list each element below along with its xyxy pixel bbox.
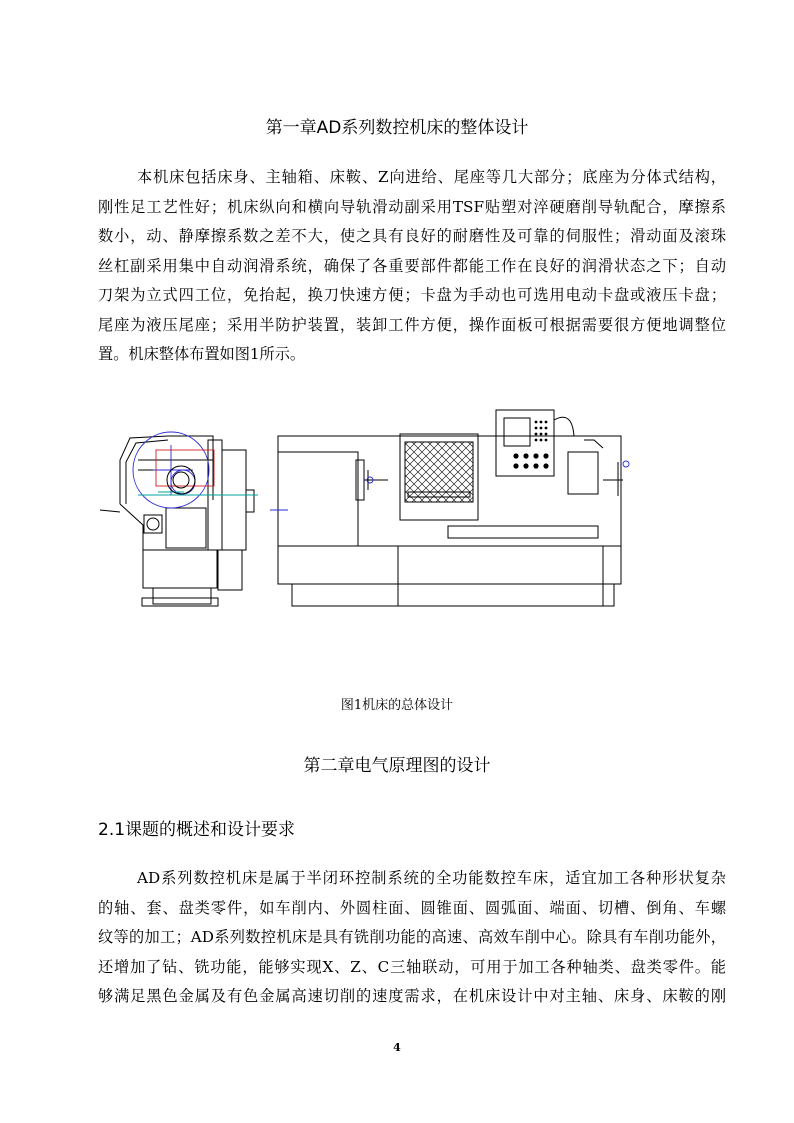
paragraph-line: 本机床包括床身、主轴箱、床鞍、Z向进给、尾座等几大部分；底座为分体式结构， [137, 168, 726, 186]
side-view [100, 436, 254, 606]
chapter1-title: 第一章AD系列数控机床的整体设计 [265, 118, 529, 138]
paragraph-line: 还增加了钻、铣功能，能够实现X、Z、C三轴联动，可用于加工各种轴类、盘类零件。能 [98, 957, 726, 976]
paragraph-line: 置。机床整体布置如图1所示。 [98, 345, 306, 363]
paragraph-line: 丝杠副采用集中自动润滑系统，确保了各重要部件都能工作在良好的润滑状态之下；自动 [98, 256, 726, 275]
paragraph-line: 刀架为立式四工位，免抬起，换刀快速方便；卡盘为手动也可选用电动卡盘或液压卡盘； [98, 286, 726, 304]
chapter1-paragraph [98, 163, 726, 370]
section-title: 2.1课题的概述和设计要求 [98, 820, 296, 840]
paragraph-line: 够满足黑色金属及有色金属高速切削的速度需求，在机床设计中对主轴、床身、床鞍的刚 [98, 987, 726, 1005]
paragraph-line: AD系列数控机床是属于半闭环控制系统的全功能数控车床，适宜加工各种形状复杂 [137, 869, 726, 887]
paragraph-line: 刚性足工艺性好；机床纵向和横向导轨滑动副采用TSF贴塑对淬硬磨削导轨配合，摩擦系 [98, 197, 726, 216]
paragraph-line: 的轴、套、盘类零件，如车削内、外圆柱面、圆锥面、圆弧面、端面、切槽、倒角、车螺 [98, 898, 726, 917]
chapter2-paragraph [98, 864, 726, 1012]
chapter2-title: 第二章电气原理图的设计 [303, 756, 491, 776]
lathe-overall-drawing [98, 400, 648, 620]
page-number: 4 [393, 1041, 401, 1054]
paragraph-line: 尾座为液压尾座；采用半防护装置，装卸工件方便，操作面板可根据需要很方便地调整位 [98, 315, 726, 334]
paragraph-line: 纹等的加工；AD系列数控机床是具有铣削功能的高速、高效车削中心。除具有车削功能外， [98, 928, 726, 946]
paragraph-line: 数小，动、静摩擦系数之差不大，使之具有良好的耐磨性及可靠的伺服性；滑动面及滚珠 [98, 227, 726, 245]
figure-caption: 图1机床的总体设计 [340, 698, 454, 713]
front-view [278, 410, 623, 606]
